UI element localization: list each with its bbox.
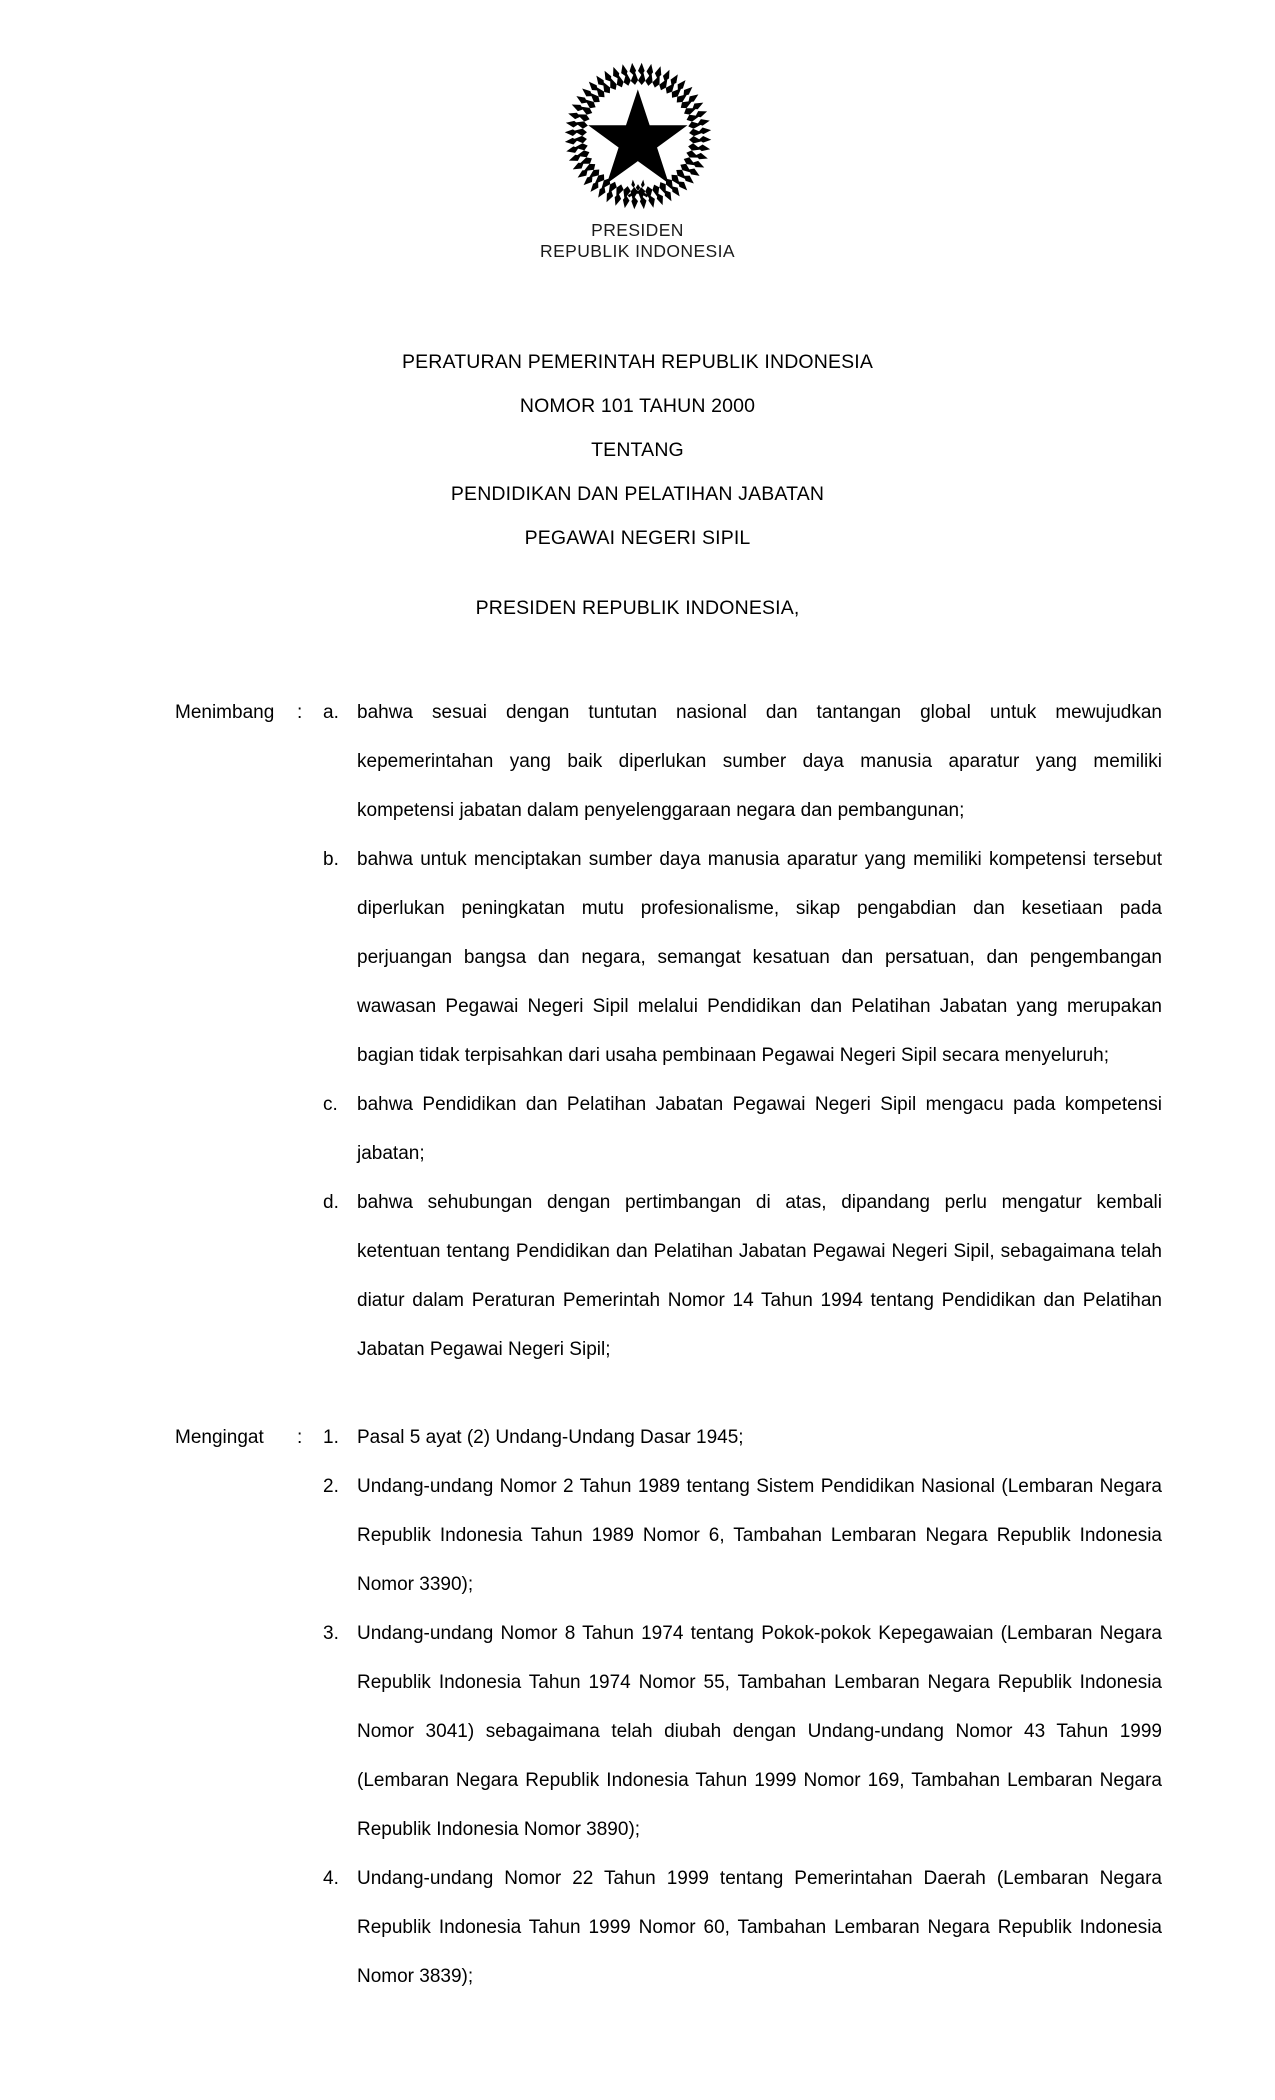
section-menimbang [0,688,1275,1374]
clause-marker: 4. [323,1868,339,1889]
section-items-mengingat [323,1413,1162,2001]
section-mengingat [0,1413,1275,2001]
clause-item [323,1854,1162,2001]
clause-item [323,1080,1162,1178]
clause-text: Pasal 5 ayat (2) Undang-Undang Dasar 1945; [357,1427,744,1448]
section-items-menimbang [323,688,1162,1374]
title-line-regulation-type: PERATURAN PEMERINTAH REPUBLIK INDONESIA [401,351,874,373]
clause-text: bahwa sehubungan dengan pertimbangan di atas, dipandang perlu mengatur kembali ketentuan tentang Pendidikan dan Pelatihan Jabatan Pegawai Negeri Sipil, sebagaimana telah diatur dalam Peraturan Pemerintah Nomor 14 Tahun 1994 tentang Pendidikan dan Pelatihan Jabatan Pegawai Negeri Sipil; [357,1192,1162,1360]
section-colon-mengingat: : [297,1427,303,1448]
clause-text: bahwa untuk menciptakan sumber daya manusia aparatur yang memiliki kompetensi tersebut diperlukan peningkatan mutu profesionalisme, sikap pengabdian dan kesetiaan pada perjuangan bangsa dan negara, semangat kesatuan dan persatuan, dan pengembangan wawasan Pegawai Negeri Sipil melalui Pendidikan dan Pelatihan Jabatan yang merupakan bagian tidak terpisahkan dari usaha pembinaan Pegawai Negeri Sipil secara menyeluruh; [357,849,1162,1066]
section-colon-menimbang: : [297,702,303,723]
title-line-subject-2: PEGAWAI NEGERI SIPIL [524,527,751,549]
document-body [0,688,1275,2001]
indonesia-presidential-seal-icon [564,62,712,210]
clause-text: bahwa sesuai dengan tuntutan nasional dan tantangan global untuk mewujudkan kepemerintahan yang baik diperlukan sumber daya manusia aparatur yang memiliki kompetensi jabatan dalam penyelenggaraan negara dan pembangunan; [357,702,1162,821]
section-label-menimbang: Menimbang [175,702,275,723]
clause-marker: 1. [323,1427,339,1448]
title-line-about: TENTANG [591,439,684,461]
clause-item [323,1462,1162,1609]
clause-item [323,1178,1162,1374]
section-label-mengingat: Mengingat [175,1427,264,1448]
clause-text: Undang-undang Nomor 22 Tahun 1999 tentang Pemerintahan Daerah (Lembaran Negara Republik Indonesia Tahun 1999 Nomor 60, Tambahan Lembaran Negara Republik Indonesia Nomor 3839); [357,1868,1162,1987]
title-line-number: NOMOR 101 TAHUN 2000 [519,395,756,417]
emblem-caption-line-2: REPUBLIK INDONESIA [540,241,735,262]
emblem-block [0,62,1275,263]
clause-item [323,1609,1162,1854]
clause-marker: b. [323,849,339,870]
clause-marker: 2. [323,1476,339,1497]
clause-text: bahwa Pendidikan dan Pelatihan Jabatan Pegawai Negeri Sipil mengacu pada kompetensi jabatan; [357,1094,1162,1164]
emblem-caption-line-1: PRESIDEN [591,220,684,240]
clause-item [323,688,1162,835]
clause-text: Undang-undang Nomor 8 Tahun 1974 tentang Pokok-pokok Kepegawaian (Lembaran Negara Republik Indonesia Tahun 1974 Nomor 55, Tambahan Lembaran Negara Republik Indonesia Nomor 3041) sebagaimana telah diubah dengan Undang-undang Nomor 43 Tahun 1999 (Lembaran Negara Republik Indonesia Tahun 1999 Nomor 169, Tambahan Lembaran Negara Republik Indonesia Nomor 3890); [357,1623,1162,1840]
emblem-caption [540,220,735,263]
clause-text: Undang-undang Nomor 2 Tahun 1989 tentang Sistem Pendidikan Nasional (Lembaran Negara Republik Indonesia Tahun 1989 Nomor 6, Tambahan Lembaran Negara Republik Indonesia Nomor 3390); [357,1476,1162,1595]
clause-item [323,1413,1162,1462]
title-line-subject-1: PENDIDIKAN DAN PELATIHAN JABATAN [450,483,825,505]
clause-marker: c. [323,1094,338,1115]
clause-marker: 3. [323,1623,339,1644]
clause-marker: d. [323,1192,339,1213]
document-title-block [0,340,1275,560]
clause-item [323,835,1162,1080]
clause-marker: a. [323,702,339,723]
signatory-heading: PRESIDEN REPUBLIK INDONESIA, [475,597,800,619]
